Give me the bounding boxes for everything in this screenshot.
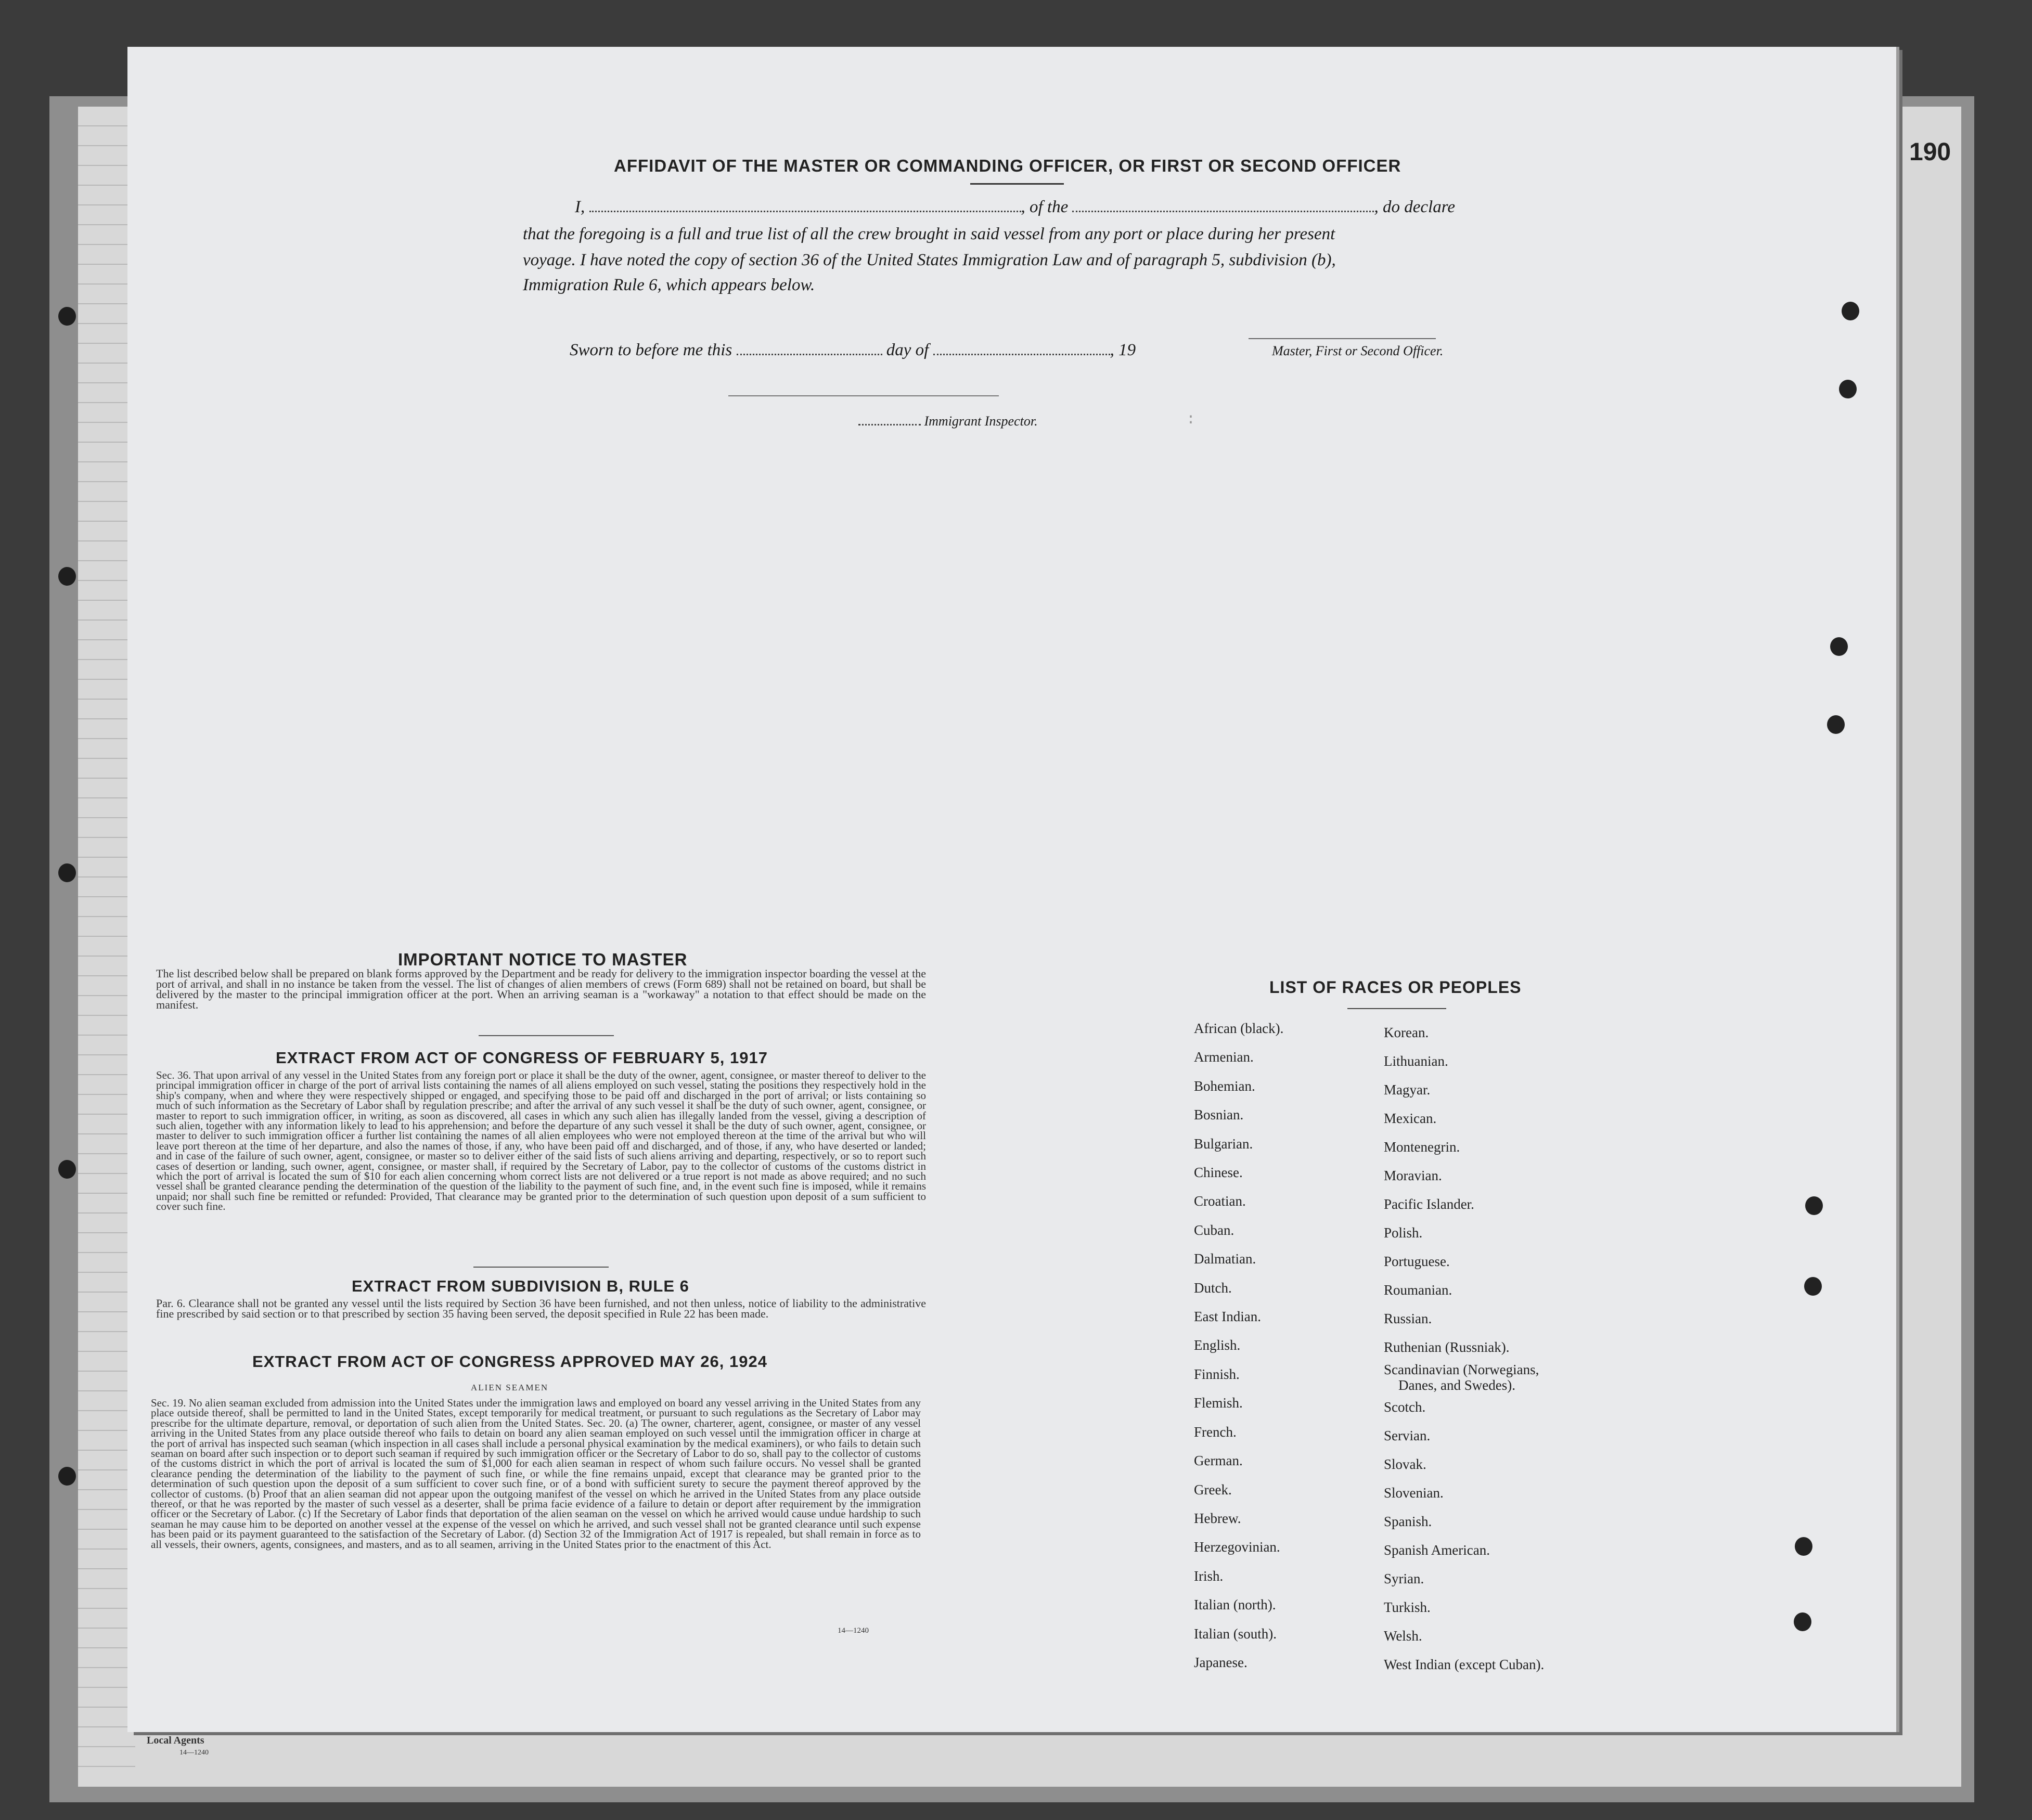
master-signature-label: Master, First or Second Officer.	[1272, 343, 1444, 358]
day-blank	[737, 348, 882, 355]
race-item: Bulgarian.	[1194, 1135, 1253, 1152]
race-item: Slovak.	[1384, 1456, 1426, 1472]
race-item: Pacific Islander.	[1384, 1196, 1474, 1212]
binder-hole	[58, 863, 76, 882]
race-item: Portuguese.	[1384, 1254, 1450, 1269]
race-item: Italian (south).	[1194, 1625, 1277, 1642]
extract1-title: EXTRACT FROM ACT OF CONGRESS OF FEBRUARY 5, 1917	[276, 1049, 768, 1067]
race-item: Armenian.	[1194, 1049, 1254, 1065]
notice-title: IMPORTANT NOTICE TO MASTER	[398, 950, 688, 969]
races-title: LIST OF RACES OR PEOPLES	[1269, 978, 1522, 997]
declaration-declare: , do declare	[1374, 198, 1455, 216]
race-item: Dutch.	[1194, 1280, 1232, 1296]
divider	[479, 1035, 614, 1036]
inspector-signature-line	[728, 395, 999, 396]
binder-hole	[1827, 715, 1845, 734]
divider	[970, 183, 1064, 185]
sworn-line	[570, 341, 1136, 360]
affidavit-title: AFFIDAVIT OF THE MASTER OR COMMANDING OFFICER, OR FIRST OR SECOND OFFICER	[614, 156, 1401, 175]
race-item: French.	[1194, 1424, 1237, 1440]
extract3-form-number: 14—1240	[838, 1627, 869, 1635]
binder-hole	[1794, 1612, 1811, 1631]
race-item: East Indian.	[1194, 1309, 1261, 1325]
race-item: Flemish.	[1194, 1395, 1243, 1411]
page-number: 190	[1909, 138, 1951, 166]
race-item: Croatian.	[1194, 1193, 1246, 1209]
divider	[473, 1267, 609, 1268]
races-column-1	[1194, 1014, 1283, 1677]
year-text: , 19	[1110, 341, 1136, 359]
extract3-subtitle: ALIEN SEAMEN	[471, 1383, 549, 1392]
race-item: Chinese.	[1194, 1165, 1243, 1181]
bleed-through-text: :	[1186, 411, 1196, 429]
race-item: Bosnian.	[1194, 1107, 1244, 1123]
race-item: Scotch.	[1384, 1399, 1426, 1415]
master-signature-line	[1249, 338, 1436, 339]
extract1-body: Sec. 36. That upon arrival of any vessel in the United States from any foreign port or place it shall be the duty of the owner, agent, consignee, or master thereof to deliver to the principal immigration officer in charge of the port of arrival lists containing the names of all aliens employed on such vessel, stating the positions they respectively hold in the ship's company, when and where they were respectively shipped or engaged, and specifying those to be paid off and discharged in the port of arrival; or lists containing so much of such information as the Secretary of Labor shall by regulation prescribe; and after the arrival of any such vessel it shall be the duty of such owner, agent, consignee, or master to report to such immigration officer, in writing, as soon as discovered, all cases in which any such alien has illegally landed from the vessel, giving a description of such alien, together with any information likely to lead to his apprehension; and before the departure of any such vessel it shall be the duty of such owner, agent, consignee, or master to deliver to such immigration officer a further list containing the names of all alien employees who were not employed thereon at the time of the arrival but who will leave port thereon at the time of her departure, and also the names of those, if any, who have been paid off and discharged, and of those, if any, who have deserted or landed; and in case of the failure of such owner, agent, consignee, or master so to deliver either of the said lists of such aliens arriving and departing, respectively, or so to report such cases of desertion or landing, such owner, agent, consignee, or master shall, if required by the Secretary of Labor, pay to the collector of customs of the customs district in which the port of arrival is located the sum of $10 for each alien concerning whom correct lists are not delivered or a true report is not made as above required; and no such vessel shall be granted clearance pending the determination of the question of the liability to the payment of such fine, and, in the event such fine is imposed, while it remains unpaid; nor shall such fine be remitted or refunded: Provided, That clearance may be granted prior to the determination of such question upon deposit of a sum sufficient to cover such fine.	[156, 1069, 926, 1213]
binder-hole	[1839, 380, 1857, 398]
extract2-body: Par. 6. Clearance shall not be granted any vessel until the lists required by Section 36 have been furnished, and not then unless, notice of liability to the administrative fine prescribed by said section or to that prescribed by section 35 having been served, the deposit specified in Rule 22 has been made.	[156, 1297, 926, 1320]
race-item: Ruthenian (Russniak).	[1384, 1339, 1510, 1355]
race-item: Italian (north).	[1194, 1597, 1276, 1613]
declaration-i: I,	[575, 198, 585, 216]
ruled-page-edge	[78, 107, 135, 1771]
declaration-paragraph-3: Immigration Rule 6, which appears below.	[523, 276, 815, 294]
race-item: Danes, and Swedes).	[1398, 1377, 1515, 1393]
race-item: Herzegovinian.	[1194, 1539, 1280, 1555]
race-item: Polish.	[1384, 1225, 1423, 1241]
binder-hole	[58, 307, 76, 326]
race-item: Syrian.	[1384, 1571, 1424, 1586]
binder-hole	[58, 1160, 76, 1179]
race-item: Scandinavian (Norwegians,	[1384, 1362, 1539, 1377]
race-item: Bohemian.	[1194, 1078, 1255, 1094]
race-item: Cuban.	[1194, 1222, 1234, 1238]
notice-body: The list described below shall be prepared on blank forms approved by the Department and be ready for delivery to the immigration inspector boarding the vessel at the port of arrival, and shall in no instance be taken from the vessel. The list of changes of alien members of crews (Form 689) shall not be retained on board, but shall be delivered by the master to the principal immigration officer at the port. When an arriving seaman is a "workaway" a notation to that effect should be made on the manifest.	[156, 967, 926, 1011]
race-item: German.	[1194, 1453, 1243, 1469]
binder-hole	[58, 567, 76, 586]
race-item: Turkish.	[1384, 1599, 1431, 1615]
binder-hole	[1795, 1537, 1812, 1556]
race-item: Montenegrin.	[1384, 1139, 1460, 1155]
race-item: Servian.	[1384, 1428, 1431, 1443]
race-item: Finnish.	[1194, 1366, 1240, 1382]
races-column-2	[1384, 1018, 1544, 1679]
race-item: Magyar.	[1384, 1082, 1431, 1098]
race-item: Dalmatian.	[1194, 1251, 1256, 1267]
race-item: Welsh.	[1384, 1628, 1422, 1644]
extract3-title: EXTRACT FROM ACT OF CONGRESS APPROVED MAY 26, 1924	[252, 1352, 767, 1371]
binder-hole	[1805, 1196, 1823, 1215]
declaration-of-the: , of the	[1021, 198, 1069, 216]
race-item: Lithuanian.	[1384, 1053, 1448, 1069]
race-item: Korean.	[1384, 1025, 1429, 1040]
race-item: Spanish American.	[1384, 1542, 1490, 1558]
race-item: Greek.	[1194, 1481, 1232, 1498]
race-item: West Indian (except Cuban).	[1384, 1657, 1545, 1672]
binder-hole	[1804, 1277, 1822, 1296]
declaration-paragraph-1: that the foregoing is a full and true list of all the crew brought in said vessel from any port or place during her present	[523, 225, 1335, 243]
divider	[1347, 1008, 1446, 1009]
race-item: Russian.	[1384, 1311, 1432, 1326]
race-item: English.	[1194, 1337, 1241, 1353]
race-item: Moravian.	[1384, 1168, 1442, 1183]
name-blank	[589, 205, 1021, 212]
footer-form-number: 14—1240	[179, 1749, 209, 1757]
binder-hole	[1842, 302, 1859, 320]
extract3-body: Sec. 19. No alien seaman excluded from admission into the United States under the immigration laws and employed on board any vessel arriving in the United States from any place outside thereof, shall be permitted to land in the United States, except temporarily for medical treatment, or pursuant to such regulations as the Secretary of Labor may prescribe for the ultimate departure, removal, or deportation of such alien from the United States. Sec. 20. (a) The owner, charterer, agent, consignee, or master of any vessel arriving in the United States from any place outside thereof who fails to detain on board any alien seaman employed on such vessel until the immigration officer in charge at the port of arrival has inspected such seaman (which inspection in all cases shall include a personal physical examination by the medical examiners), or who fails to detain such seaman on board after such inspection or to deport such seaman if required by such immigration officer or the Secretary of Labor to do so, shall pay to the collector of customs of the customs district in which the port of arrival is located the sum of $1,000 for each alien seaman in respect of whom such failure occurs. No vessel shall be granted clearance pending the determination of the liability to the payment of such fine, or while the fine remains unpaid, except that clearance may be granted prior to the determination of such question upon the deposit of a sum sufficient to cover such fine, or of a bond with sufficient surety to secure the payment thereof approved by the collector of customs. (b) Proof that an alien seaman did not appear upon the outgoing manifest of the vessel on which he arrived in the United States from any place outside thereof, or that he was reported by the master of such vessel as a deserter, shall be prima facie evidence of a failure to detain or deport after requirement by the immigration officer or the Secretary of Labor. (c) If the Secretary of Labor finds that deportation of the alien seaman on the vessel on which he arrived would cause undue hardship to such seaman he may cause him to be deported on another vessel at the expense of the vessel on which he arrived, and such vessel shall not be granted clearance until such expense has been paid or its payment guaranteed to the satisfaction of the Secretary of Labor. (d) Section 32 of the Immigration Act of 1917 is repealed, but shall remain in force as to all vessels, their owners, agents, consignees, and masters, and as to all seamen, arriving in the United States prior to the enactment of this Act.	[151, 1397, 921, 1551]
race-item: Hebrew.	[1194, 1510, 1241, 1526]
race-item: Roumanian.	[1384, 1282, 1452, 1298]
inspector-signature-label	[858, 414, 1038, 429]
race-item: Spanish.	[1384, 1514, 1432, 1529]
binder-hole	[1830, 637, 1848, 656]
day-of-text: day of	[886, 341, 929, 359]
race-item: Irish.	[1194, 1568, 1224, 1584]
race-item: Japanese.	[1194, 1654, 1248, 1670]
extract2-title: EXTRACT FROM SUBDIVISION B, RULE 6	[352, 1277, 689, 1295]
sworn-text: Sworn to before me this	[570, 341, 732, 359]
race-item: Slovenian.	[1384, 1485, 1444, 1501]
declaration-line	[575, 198, 1455, 217]
race-item: Mexican.	[1384, 1111, 1437, 1126]
inspector-blank	[858, 419, 921, 425]
binder-hole	[58, 1467, 76, 1486]
inspector-text: Immigrant Inspector.	[924, 414, 1038, 429]
vessel-blank	[1072, 205, 1374, 212]
declaration-paragraph-2: voyage. I have noted the copy of section 36 of the United States Immigration Law and of paragraph 5, subdivision (b),	[523, 251, 1336, 269]
month-blank	[933, 348, 1110, 355]
race-item: African (black).	[1194, 1021, 1284, 1036]
local-agents-label: Local Agents	[147, 1735, 204, 1746]
